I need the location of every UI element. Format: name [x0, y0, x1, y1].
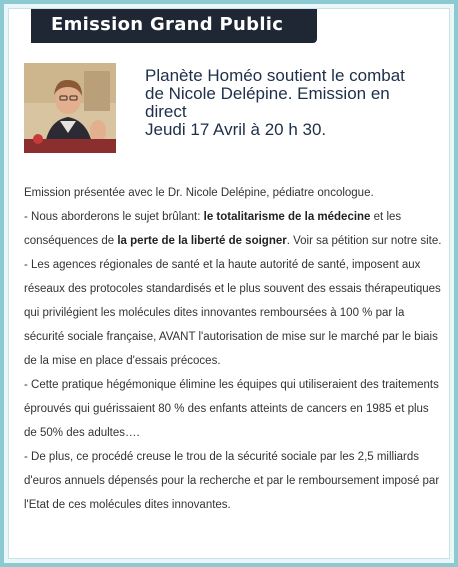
content-panel: [8, 8, 450, 559]
agencies-paragraph: - Les agences régionales de santé et la haute autorité de santé, imposent aux réseaux des protocoles standardisés et le plus souvent des essais thérapeutiques qui privilégient les molécules dites innovantes remboursées à 100 % par la sécurité sociale française, AVANT l'autorisation de mise sur le marché par le biais de la mise en place d'essais précoces.: [24, 259, 441, 367]
headline-date: Jeudi 17 Avril à 20 h 30.: [145, 120, 327, 139]
headline-line: direct: [145, 102, 187, 121]
article-body: [24, 181, 444, 517]
section-title: Emission Grand Public: [51, 14, 284, 35]
text-segment: - Nous aborderons le sujet brûlant:: [24, 211, 204, 223]
topic-paragraph: [24, 205, 444, 253]
emphasis-liberte: la perte de la liberté de soigner: [117, 235, 287, 247]
intro-paragraph: Emission présentée avec le Dr. Nicole Delépine, pédiatre oncologue.: [24, 187, 374, 199]
headline: [145, 67, 445, 139]
headline-line: de Nicole Delépine. Emission en: [145, 84, 390, 103]
section-header: [31, 9, 317, 43]
emphasis-totalitarisme: le totalitarisme de la médecine: [203, 211, 371, 223]
text-segment: . Voir sa pétition sur notre site.: [286, 235, 442, 247]
social-security-paragraph: - De plus, ce procédé creuse le trou de la sécurité sociale par les 2,5 milliards d'euros annuels dépensés pour la recherche et par le remboursement imposé par l'Etat de ces molécules dites innovantes.: [24, 451, 440, 511]
text-segment: et les conséquences de: [24, 211, 402, 247]
headline-line: Planète Homéo soutient le combat: [145, 66, 405, 85]
practice-paragraph: - Cette pratique hégémonique élimine les équipes qui utiliseraient des traitements éprouvés qui guérissaient 80 % des enfants atteints de cancers en 1985 et plus de 50% des adultes….: [24, 379, 439, 439]
speaker-photo-image: [24, 63, 116, 153]
speaker-photo: [24, 63, 116, 153]
